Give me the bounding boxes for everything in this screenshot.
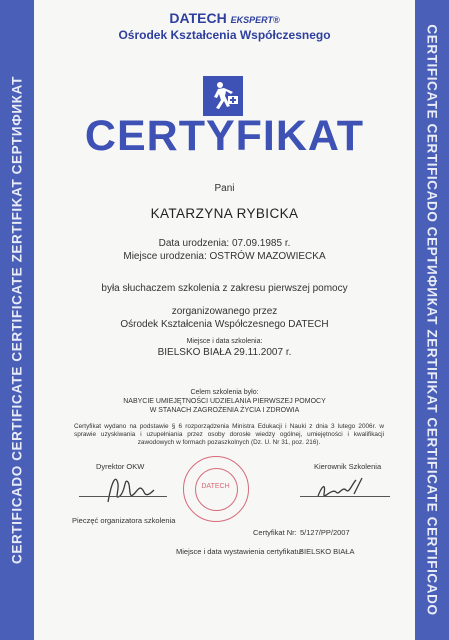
recipient-name: KATARZYNA RYBICKA: [150, 206, 299, 221]
legal-note: Certyfikat wydano na podstawie § 6 rozporządzenia Ministra Edukacji i Nauki z dnia 3 lutego 2006r. w sprawie uzyskiwania i uzupełniania przez osoby dorosłe wiedzy ogólnej, umiejętności i kwalifikacji zawodowych w formach pozaszkolnych (Dz. U. Nr 31, poz. 216).: [74, 423, 384, 447]
brand-suffix: EKSPERT: [230, 15, 273, 25]
registered-mark: ®: [272, 15, 280, 25]
director-signature: [98, 470, 158, 508]
cert-number-label: Certyfikat Nr:: [253, 528, 297, 537]
stamp-caption: Pieczęć organizatora szkolenia: [72, 516, 176, 525]
right-side-band: [415, 0, 449, 640]
left-side-band: [0, 0, 34, 640]
organization-name: Ośrodek Kształcenia Współczesnego: [118, 28, 331, 42]
certificate-title: CERTYFIKAT: [84, 112, 365, 160]
organizer-stamp: [183, 456, 249, 522]
issue-place: BIELSKO BIAŁA: [299, 547, 355, 556]
head-label: Kierownik Szkolenia: [314, 462, 382, 471]
stamp-text: DATECH: [201, 483, 230, 490]
salutation: Pani: [214, 183, 235, 194]
brand-name: [34, 10, 415, 26]
right-band-text: CERTIFICATE CERTIFICADO СЕРТИФИКАТ ZERTIFIKAT CERTIFICATE CERTIFICADO: [424, 24, 440, 616]
brand-main: DATECH: [169, 10, 227, 26]
birth-place: Miejsce urodzenia: OSTRÓW MAZOWIECKA: [123, 251, 326, 262]
organized-by-label: zorganizowanego przez: [171, 306, 278, 317]
course-statement: była słuchaczem szkolenia z zakresu pierwszej pomocy: [101, 283, 348, 294]
goal-label: Celem szkolenia było:: [190, 389, 259, 396]
issue-place-label: Miejsce i data wystawienia certyfikatu:: [176, 547, 303, 556]
place-date-label: Miejsce i data szkolenia:: [186, 338, 263, 345]
goal-line-2: W STANACH ZAGROŻENIA ŻYCIA I ZDROWIA: [149, 407, 300, 414]
head-signature-line: [300, 496, 390, 497]
birth-date: Data urodzenia: 07.09.1985 r.: [158, 238, 291, 249]
left-band-text: CERTIFICADO CERTIFICATE CERTIFICATE ZERTIFIKAT СЕРТИФИКАТ: [9, 76, 25, 564]
director-label: Dyrektor OKW: [96, 462, 145, 471]
head-signature: [312, 474, 372, 504]
training-place-date: BIELSKO BIAŁA 29.11.2007 r.: [157, 347, 292, 358]
cert-number: 5/127/PP/2007: [300, 528, 350, 537]
organizer-name: Ośrodek Kształcenia Współczesnego DATECH: [120, 319, 329, 330]
director-signature-line: [79, 496, 167, 497]
goal-line-1: NABYCIE UMIEJĘTNOŚCI UDZIELANIA PIERWSZEJ POMOCY: [123, 398, 326, 405]
running-man-first-aid-icon: [203, 76, 243, 116]
